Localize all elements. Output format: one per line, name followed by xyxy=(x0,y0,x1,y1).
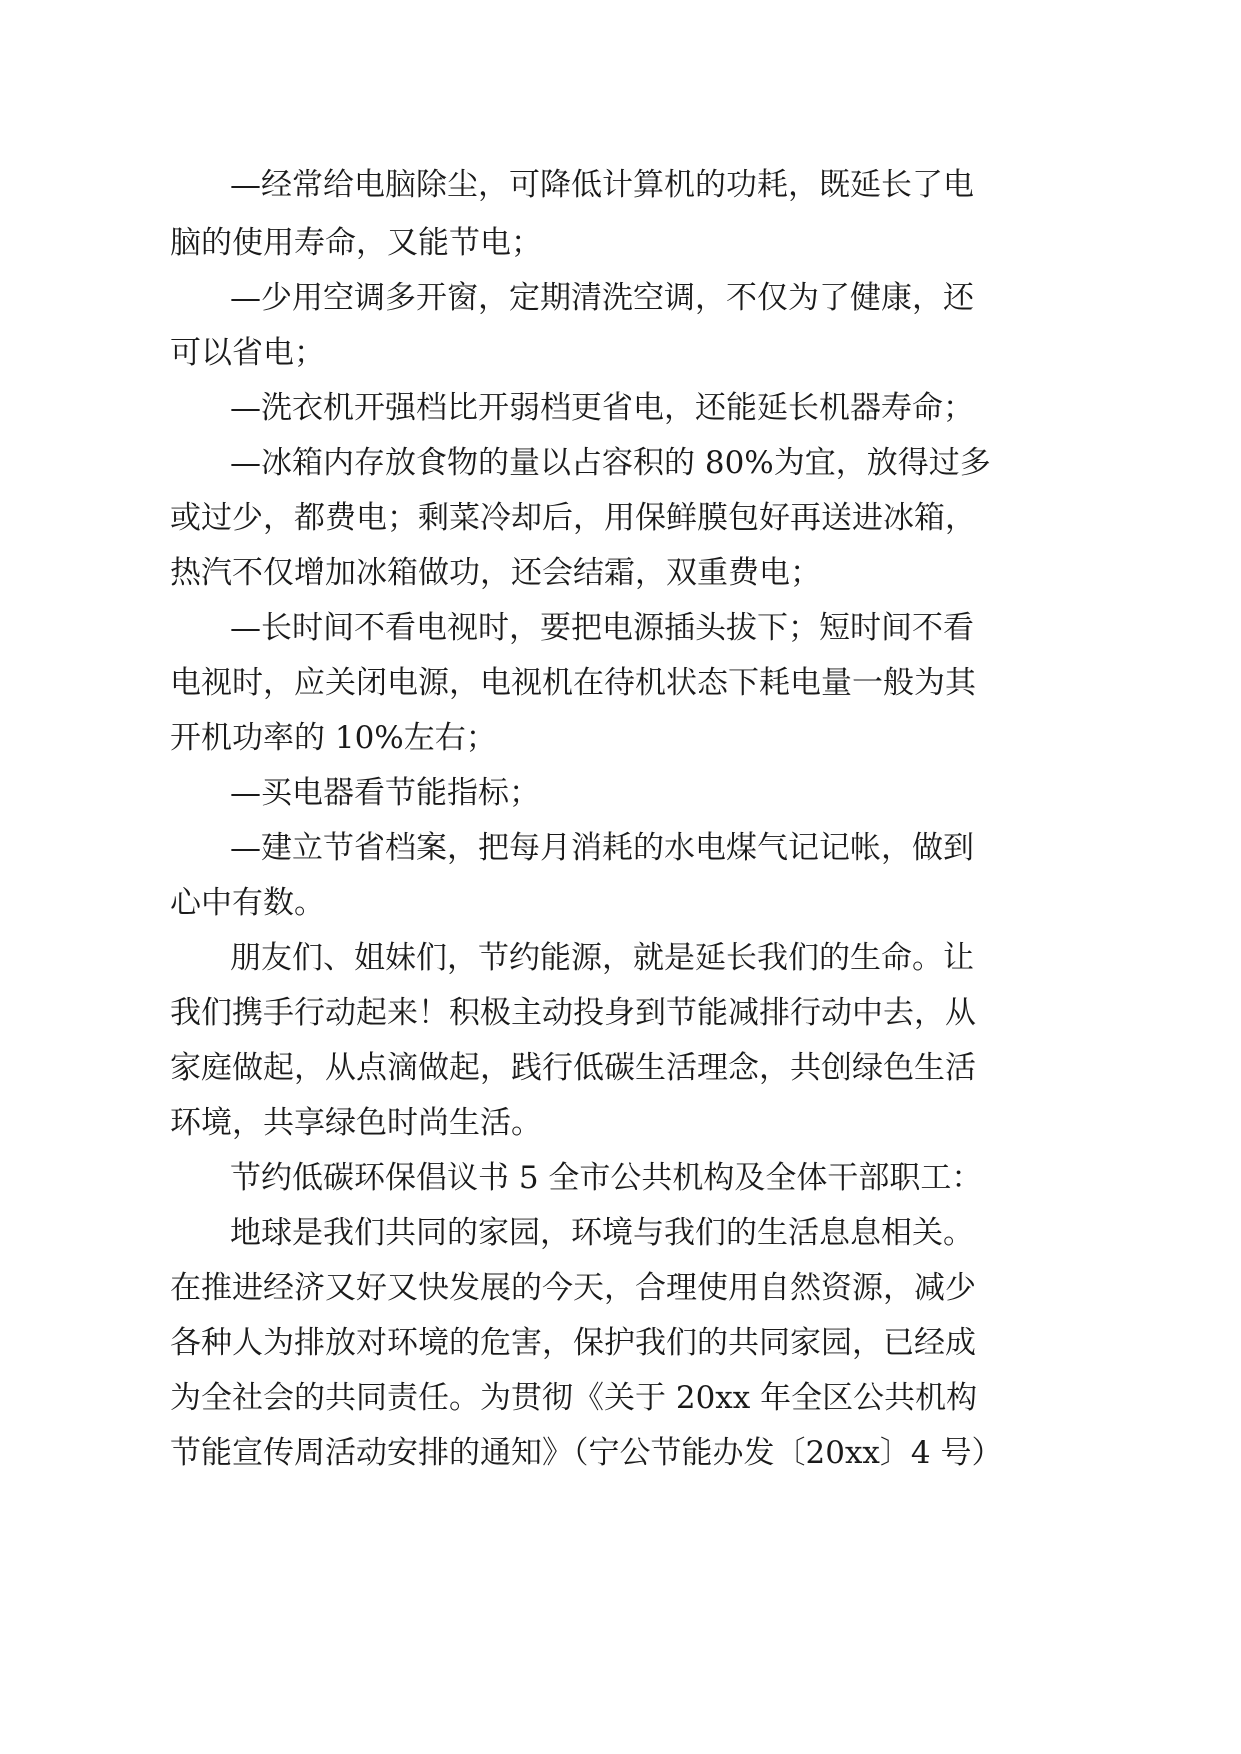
text-line: 家庭做起，从点滴做起，践行低碳生活理念，共创绿色生活 xyxy=(170,1050,976,1086)
text-line: 地球是我们共同的家园，环境与我们的生活息息相关。 xyxy=(230,1215,974,1251)
text-line: 或过少，都费电；剩菜冷却后，用保鲜膜包好再送进冰箱， xyxy=(170,500,976,536)
text-line: —长时间不看电视时，要把电源插头拔下；短时间不看 xyxy=(230,610,974,646)
text-line: —建立节省档案，把每月消耗的水电煤气记记帐，做到 xyxy=(230,830,974,866)
text-line: 朋友们、姐妹们，节约能源，就是延长我们的生命。让 xyxy=(230,940,974,976)
text-line: —冰箱内存放食物的量以占容积的 80%为宜，放得过多 xyxy=(230,445,991,481)
text-line: 各种人为排放对环境的危害，保护我们的共同家园，已经成 xyxy=(170,1325,976,1361)
text-line: 节能宣传周活动安排的通知》（宁公节能办发〔20xx〕4 号） xyxy=(170,1435,1003,1471)
text-line: —经常给电脑除尘，可降低计算机的功耗，既延长了电 xyxy=(230,167,974,203)
text-line: 节约低碳环保倡议书 5 全市公共机构及全体干部职工： xyxy=(230,1160,983,1196)
text-line: 热汽不仅增加冰箱做功，还会结霜，双重费电； xyxy=(170,555,821,591)
text-line: 环境，共享绿色时尚生活。 xyxy=(170,1105,542,1141)
text-line: —少用空调多开窗，定期清洗空调，不仅为了健康，还 xyxy=(230,280,974,316)
text-line: —买电器看节能指标； xyxy=(230,775,540,811)
text-line: 电视时，应关闭电源，电视机在待机状态下耗电量一般为其 xyxy=(170,665,976,701)
text-line: 开机功率的 10%左右； xyxy=(170,720,497,756)
text-line: 在推进经济又好又快发展的今天，合理使用自然资源，减少 xyxy=(170,1270,976,1306)
text-line: 我们携手行动起来！积极主动投身到节能减排行动中去，从 xyxy=(170,995,976,1031)
text-line: 脑的使用寿命，又能节电； xyxy=(170,225,542,261)
text-line: 为全社会的共同责任。为贯彻《关于 20xx 年全区公共机构 xyxy=(170,1380,978,1416)
text-line: 可以省电； xyxy=(170,335,325,371)
text-line: —洗衣机开强档比开弱档更省电，还能延长机器寿命； xyxy=(230,390,974,426)
text-line: 心中有数。 xyxy=(170,885,325,921)
